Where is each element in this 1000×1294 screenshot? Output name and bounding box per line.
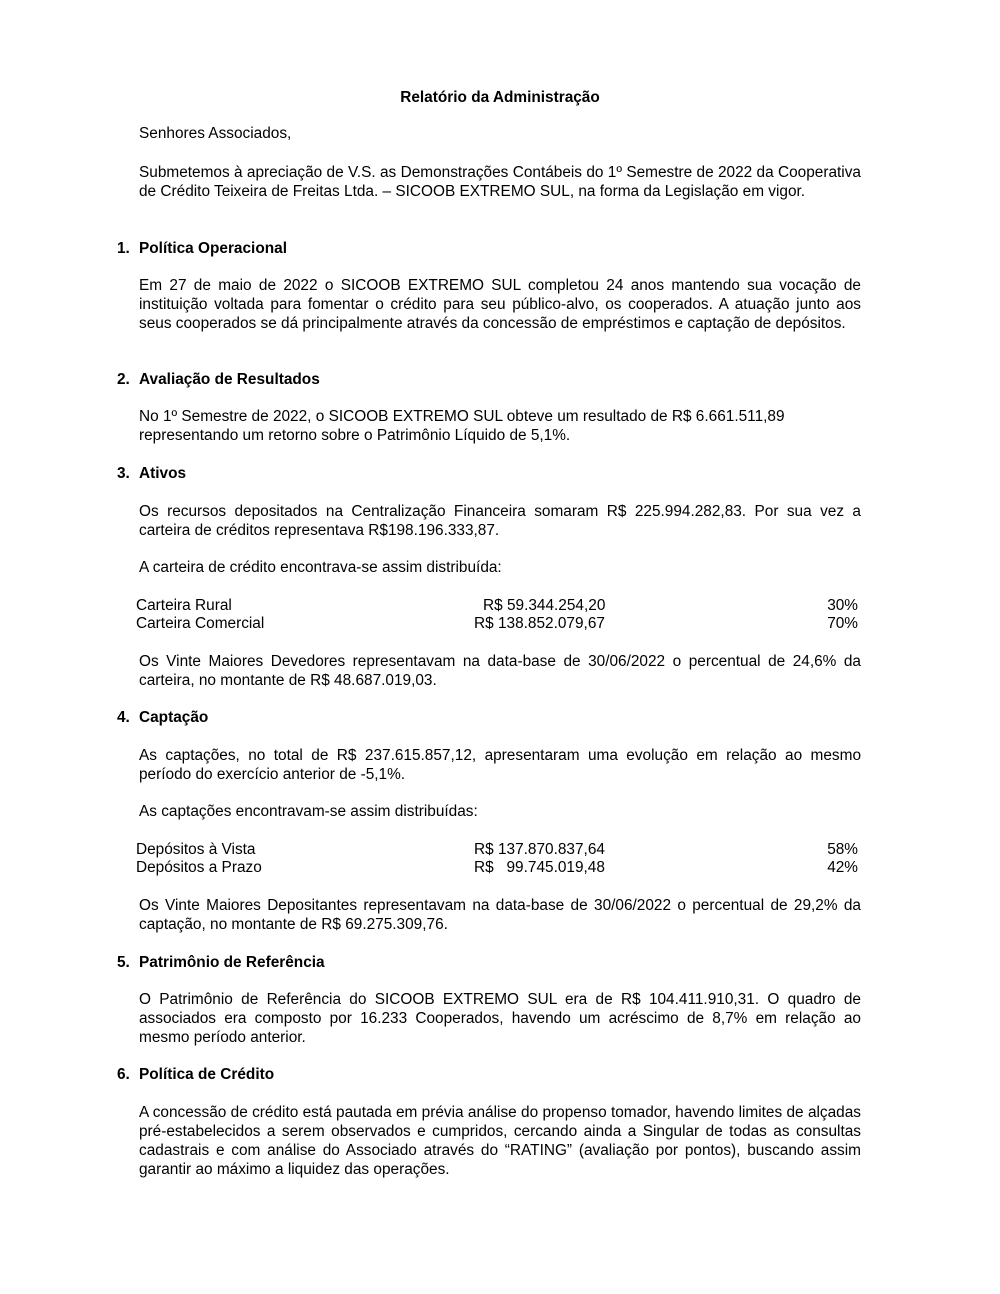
section-heading: 1. Política Operacional: [117, 240, 287, 257]
section-heading: 6. Política de Crédito: [117, 1066, 275, 1083]
paragraph: A concessão de crédito está pautada em prévia análise do propenso tomador, havendo limites de alçadas pré-estabelecidos a serem observados e cumpridos, cercando ainda a Singular de todas as consultas cadastrais e com análise do Associado através do “RATING” (avaliação por pontos), buscando assim garantir ao máximo a liquidez das operações.: [139, 1104, 861, 1178]
intro-paragraph: Submetemos à apreciação de V.S. as Demonstrações Contábeis do 1º Semestre de 2022 da Cooperativa de Crédito Teixeira de Freitas Ltda. – SICOOB EXTREMO SUL, na forma da Legislação em vigor.: [139, 164, 861, 200]
paragraph: O Patrimônio de Referência do SICOOB EXTREMO SUL era de R$ 104.411.910,31. O quadro de associados era composto por 16.233 Cooperados, havendo um acréscimo de 8,7% em relação ao mesmo período anterior.: [139, 991, 861, 1046]
paragraph: Os Vinte Maiores Devedores representavam na data-base de 30/06/2022 o percentual de 24,6% da carteira, no montante de R$ 48.687.019,03.: [139, 653, 861, 689]
section-heading: 2. Avaliação de Resultados: [117, 371, 320, 388]
paragraph: Em 27 de maio de 2022 o SICOOB EXTREMO SUL completou 24 anos mantendo sua vocação de instituição voltada para fomentar o crédito para seu público-alvo, os cooperados. A atuação junto aos seus cooperados se dá principalmente através da concessão de empréstimos e captação de depósitos.: [139, 277, 861, 332]
paragraph: As captações, no total de R$ 237.615.857,12, apresentaram uma evolução em relação ao mesmo período do exercício anterior de -5,1%.: [139, 747, 861, 783]
table-row: Depósitos à Vista R$ 137.870.837,64 58%: [136, 841, 858, 858]
paragraph: No 1º Semestre de 2022, o SICOOB EXTREMO SUL obteve um resultado de R$ 6.661.511,89 representando um retorno sobre o Patrimônio Líquido de 5,1%.: [139, 408, 785, 444]
paragraph: Os Vinte Maiores Depositantes representavam na data-base de 30/06/2022 o percentual de 29,2% da captação, no montante de R$ 69.275.309,76.: [139, 897, 861, 933]
section-heading: 4. Captação: [117, 709, 209, 726]
section-heading: 5. Patrimônio de Referência: [117, 954, 325, 971]
paragraph: As captações encontravam-se assim distribuídas:: [139, 803, 478, 820]
page-title: Relatório da Administração: [400, 89, 600, 106]
paragraph: Os recursos depositados na Centralização Financeira somaram R$ 225.994.282,83. Por sua vez a carteira de créditos representava R$198.196.333,87.: [139, 503, 861, 539]
table-row: Depósitos a Prazo R$ 99.745.019,48 42%: [136, 859, 858, 876]
table-row: Carteira Rural R$ 59.344.254,20 30%: [136, 597, 858, 614]
table-row: Carteira Comercial R$ 138.852.079,67 70%: [136, 615, 858, 632]
paragraph: A carteira de crédito encontrava-se assim distribuída:: [139, 559, 502, 576]
greeting: Senhores Associados,: [139, 125, 292, 142]
section-heading: 3. Ativos: [117, 465, 187, 482]
